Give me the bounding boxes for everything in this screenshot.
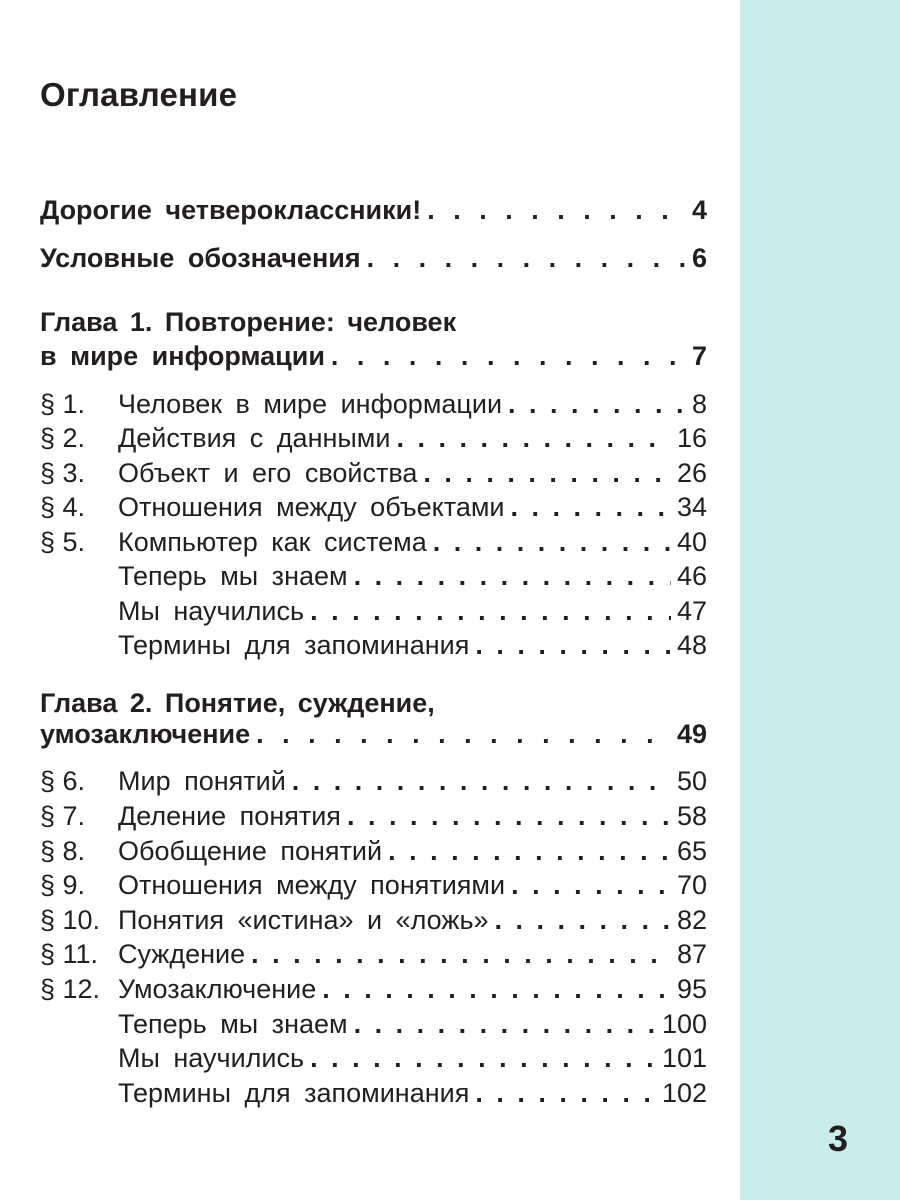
section-number: § 5.: [40, 527, 86, 557]
dot-leader: [331, 339, 686, 373]
toc-page-number: 6: [691, 243, 707, 273]
section-title: Обобщение понятий: [118, 836, 383, 866]
toc-section-row[interactable]: [40, 594, 707, 628]
chapter-1-heading[interactable]: Глава 1. Повторение: человек: [40, 307, 457, 337]
section-title: Объект и его свойства: [118, 458, 418, 488]
toc-title: Оглавление: [40, 76, 238, 113]
section-title: Теперь мы знаем: [118, 561, 348, 591]
dot-leader: [347, 799, 671, 833]
section-number: § 7.: [40, 801, 86, 831]
dot-leader: [433, 525, 671, 559]
toc-page-number: 70: [676, 870, 707, 900]
section-number: § 11.: [40, 939, 99, 969]
toc-section-row[interactable]: [40, 972, 707, 1006]
toc-section-row[interactable]: [40, 799, 707, 833]
toc-page-number: 50: [676, 766, 707, 796]
section-title: Термины для запоминания: [118, 630, 470, 660]
toc-page-number: 16: [676, 423, 707, 453]
section-title: Отношения между объектами: [118, 492, 505, 522]
page-number: 3: [827, 1118, 848, 1159]
dot-leader: [511, 490, 671, 524]
toc-page-number: 87: [676, 939, 707, 969]
dot-leader: [354, 559, 671, 593]
dot-leader: [495, 903, 671, 937]
side-color-band: [740, 0, 900, 1200]
toc-section-row[interactable]: [40, 456, 707, 490]
toc-section-row[interactable]: [40, 1076, 707, 1110]
dot-leader: [367, 241, 686, 275]
dot-leader: [251, 937, 671, 971]
toc-page-number: 7: [691, 341, 707, 371]
section-title: Термины для запоминания: [118, 1078, 470, 1108]
section-title: Компьютер как система: [118, 527, 427, 557]
dot-leader: [292, 764, 671, 798]
dot-leader: [388, 834, 671, 868]
dot-leader: [396, 421, 671, 455]
toc-section-row[interactable]: [40, 421, 707, 455]
toc-section-row[interactable]: [40, 868, 707, 902]
toc-page-number: 100: [661, 1009, 707, 1039]
section-number: § 9.: [40, 870, 86, 900]
section-number: § 3.: [40, 458, 86, 488]
toc-section-row[interactable]: [40, 525, 707, 559]
toc-section-row[interactable]: [40, 1007, 707, 1041]
toc-entry-label: в мире информации: [40, 341, 325, 371]
section-number: § 8.: [40, 836, 86, 866]
section-title: Суждение: [118, 939, 246, 969]
section-title: Отношения между понятиями: [118, 870, 506, 900]
section-title: Мы научились: [118, 1043, 305, 1073]
section-title: Человек в мире информации: [118, 389, 503, 419]
toc-page-number: 26: [676, 458, 707, 488]
section-number: § 6.: [40, 766, 86, 796]
toc-page-number: 58: [676, 801, 707, 831]
toc-page-number: 34: [676, 492, 707, 522]
toc-entry-legend[interactable]: [40, 241, 707, 275]
dot-leader: [427, 193, 686, 227]
dot-leader: [310, 1041, 656, 1075]
section-title: Мы научились: [118, 596, 305, 626]
toc-entry-label: Дорогие четвероклассники!: [40, 195, 422, 225]
dot-leader: [511, 868, 671, 902]
toc-page-number: 49: [676, 719, 707, 749]
section-number: § 2.: [40, 423, 86, 453]
chapter-1-entry[interactable]: [40, 339, 707, 373]
toc-page-number: 102: [661, 1078, 707, 1108]
dot-leader: [475, 1076, 656, 1110]
chapter-2-entry[interactable]: [40, 717, 707, 751]
toc-section-row[interactable]: [40, 490, 707, 524]
dot-leader: [423, 456, 671, 490]
section-number: § 12.: [40, 974, 101, 1004]
toc-section-row[interactable]: [40, 903, 707, 937]
toc-page-number: 101: [661, 1043, 707, 1073]
toc-page-number: 82: [676, 905, 707, 935]
dot-leader: [508, 387, 686, 421]
toc-section-row[interactable]: [40, 628, 707, 662]
section-number: § 1.: [40, 389, 86, 419]
section-number: § 4.: [40, 492, 86, 522]
toc-page-number: 8: [691, 389, 707, 419]
toc-entry-label: Условные обозначения: [40, 243, 361, 273]
toc-page-number: 40: [676, 527, 707, 557]
toc-section-row[interactable]: [40, 1041, 707, 1075]
section-title: Понятия «истина» и «ложь»: [118, 905, 489, 935]
toc-section-row[interactable]: [40, 937, 707, 971]
toc-entry-intro[interactable]: [40, 193, 707, 227]
toc-section-row[interactable]: [40, 387, 707, 421]
toc-page-number: 47: [676, 596, 707, 626]
toc-section-row[interactable]: [40, 764, 707, 798]
toc-section-row[interactable]: [40, 834, 707, 868]
section-title: Умозаключение: [118, 974, 317, 1004]
dot-leader: [475, 628, 671, 662]
toc-section-row[interactable]: [40, 559, 707, 593]
dot-leader: [256, 717, 671, 751]
toc-page-number: 48: [676, 630, 707, 660]
section-title: Мир понятий: [118, 766, 286, 796]
section-title: Деление понятия: [118, 801, 341, 831]
section-number: § 10.: [40, 905, 101, 935]
toc-page-number: 4: [691, 195, 707, 225]
dot-leader: [354, 1007, 656, 1041]
dot-leader: [310, 594, 671, 628]
toc-entry-label: умозаключение: [40, 719, 251, 749]
chapter-2-heading[interactable]: Глава 2. Понятие, суждение,: [40, 688, 435, 718]
toc-page-number: 95: [676, 974, 707, 1004]
section-title: Действия с данными: [118, 423, 391, 453]
toc-page-number: 65: [676, 836, 707, 866]
section-title: Теперь мы знаем: [118, 1009, 348, 1039]
dot-leader: [322, 972, 671, 1006]
toc-page-number: 46: [676, 561, 707, 591]
